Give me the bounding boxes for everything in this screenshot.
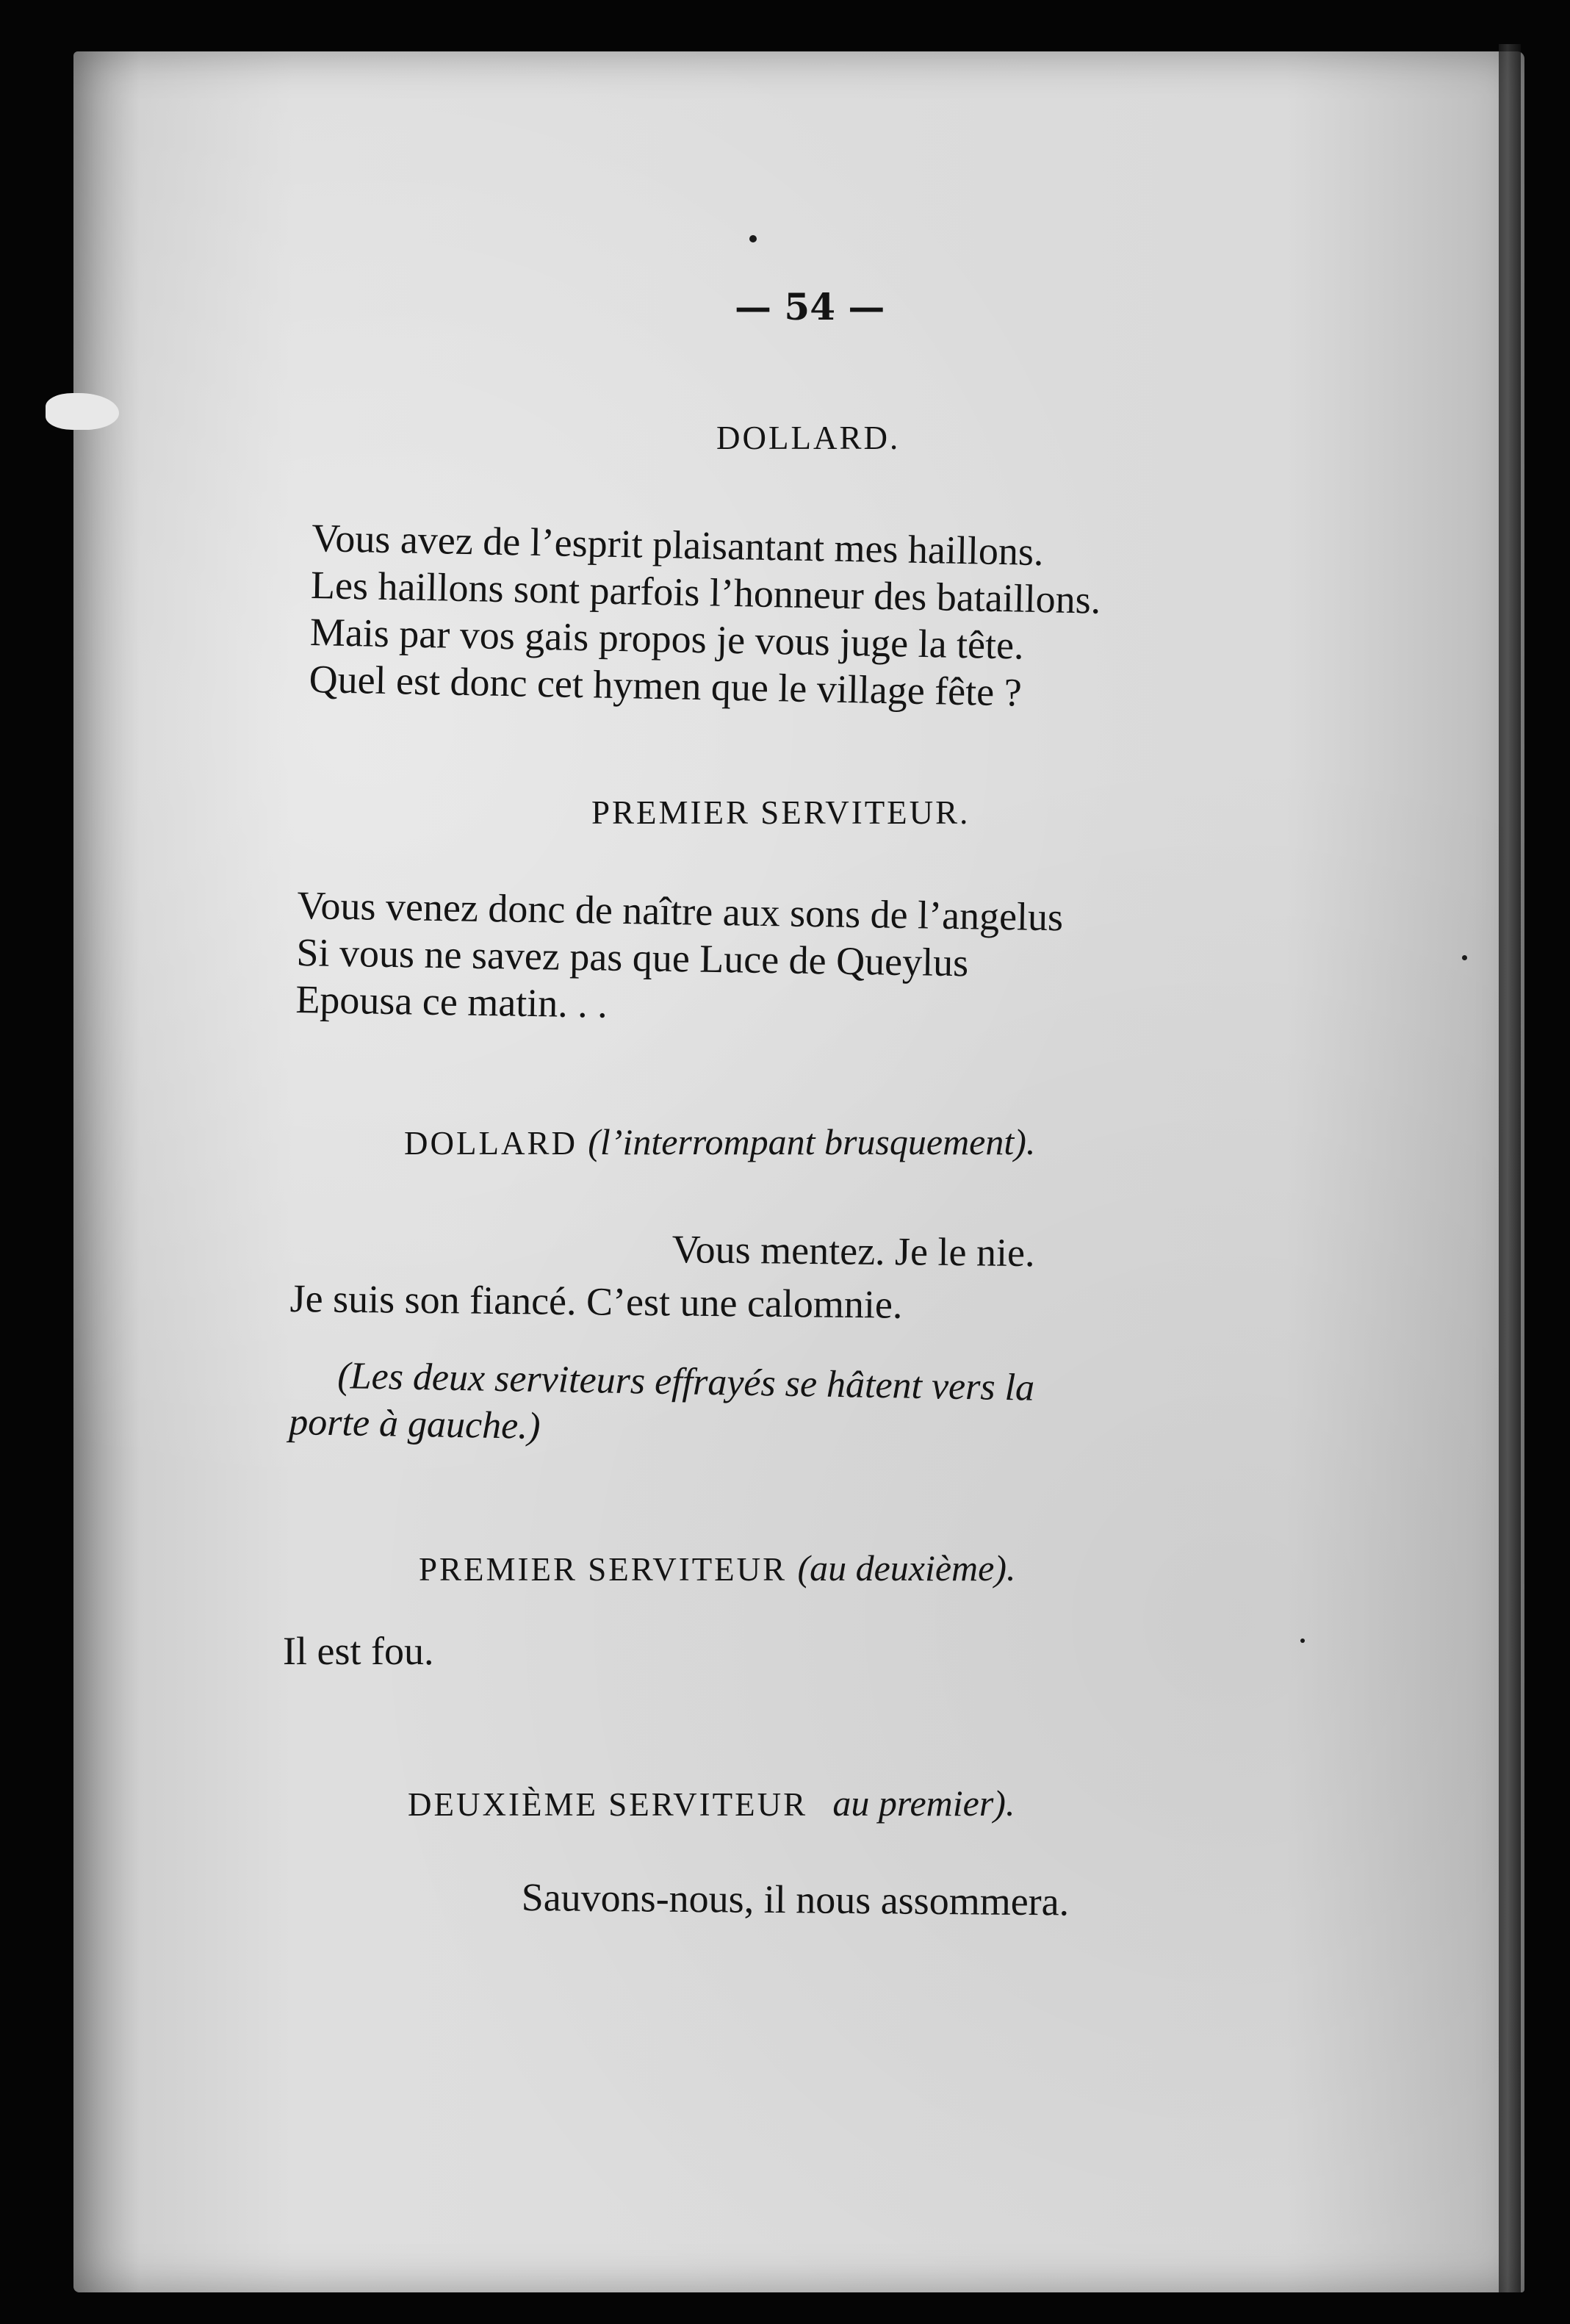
verse-line-indented: Vous mentez. Je le nie. bbox=[671, 1226, 1035, 1276]
verse-line: Vous avez de l’esprit plaisantant mes haillons. bbox=[311, 515, 1045, 575]
verse-line-indented: Sauvons-nous, il nous assommera. bbox=[521, 1875, 1070, 1924]
ink-speck bbox=[749, 235, 757, 242]
verse-stanza bbox=[309, 514, 1102, 718]
stage-direction: au premier). bbox=[832, 1782, 1015, 1824]
verse-line: Je suis son fiancé. C’est une calomnie. bbox=[289, 1276, 903, 1327]
page-number: — 54 — bbox=[735, 285, 885, 328]
speaker-dollard-interrupting: DOLLARD (l’interrompant brusquement). bbox=[404, 1121, 1036, 1162]
verse-stanza bbox=[295, 882, 1064, 1035]
stage-direction: (l’interrompant brusquement). bbox=[588, 1121, 1036, 1162]
paper-fleck bbox=[46, 393, 119, 430]
direction-line: (Les deux serviteurs effrayés se hâtent vers la bbox=[336, 1355, 1035, 1409]
verse-line: Vous venez donc de naître aux sons de l’angelus bbox=[297, 882, 1064, 940]
verse-line: Quel est donc cet hymen que le village fête ? bbox=[309, 656, 1023, 715]
ink-speck bbox=[1462, 955, 1467, 960]
speaker-premier-serviteur: PREMIER SERVITEUR. bbox=[591, 794, 971, 831]
verse-line: Il est fou. bbox=[283, 1629, 434, 1673]
speaker-dollard: DOLLARD. bbox=[716, 420, 901, 456]
speaker-premier-serviteur-aside: PREMIER SERVITEUR (au deuxième). bbox=[419, 1547, 1016, 1589]
stage-direction: (au deuxième). bbox=[797, 1547, 1016, 1589]
verse-line: Les haillons sont parfois l’honneur des bataillons. bbox=[310, 562, 1101, 622]
verse-line: Si vous ne savez pas que Luce de Queylus bbox=[296, 929, 969, 985]
stage-direction-block bbox=[289, 1352, 1035, 1459]
page-binding-edge bbox=[1499, 44, 1521, 2292]
book-page bbox=[73, 51, 1524, 2292]
ink-speck bbox=[1300, 1638, 1305, 1643]
speaker-deuxieme-serviteur: DEUXIÈME SERVITEUR au premier). bbox=[408, 1782, 1015, 1824]
verse-line: Epousa ce matin. . . bbox=[295, 976, 608, 1026]
direction-line: porte à gauche.) bbox=[288, 1400, 541, 1447]
verse-line: Mais par vos gais propos je vous juge la tête. bbox=[309, 609, 1025, 668]
